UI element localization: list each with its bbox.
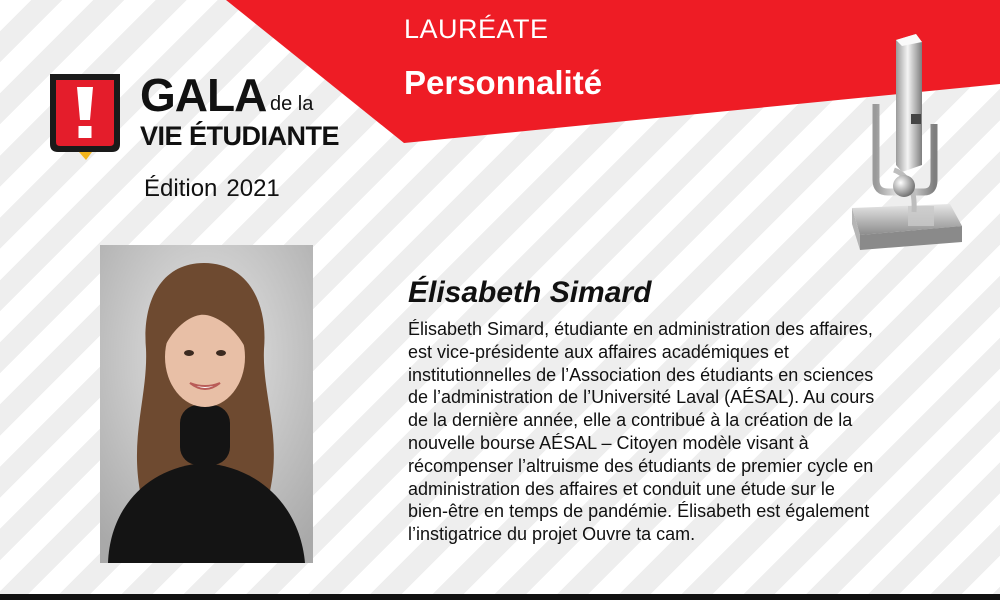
bio-line: institutionnelles de l’Association des étudiants en sciences xyxy=(408,364,874,385)
bio-line: administration des affaires et conduit une étude sur le xyxy=(408,478,835,499)
laureate-label: LAURÉATE xyxy=(404,14,549,44)
bio-line: de l’administration de l’Université Laval (AÉSAL). Au cours xyxy=(408,387,875,408)
bio-line: bien-être en temps de pandémie. Élisabeth est également xyxy=(408,501,870,522)
exclamation-shield-icon xyxy=(48,72,122,160)
edition-year: 2021 xyxy=(226,175,280,202)
logo-wordmark: GALA xyxy=(140,69,267,121)
laureate-bio xyxy=(408,318,968,546)
category-title: Personnalité xyxy=(404,64,603,101)
bio-line: Élisabeth Simard, étudiante en administration des affaires, xyxy=(408,319,873,339)
laureate-portrait xyxy=(100,245,313,563)
bottom-rule xyxy=(0,594,1000,600)
trophy-icon xyxy=(838,30,968,252)
bio-line: récompenser l’altruisme des étudiants de premier cycle en xyxy=(408,455,874,476)
logo-subtitle: VIE ÉTUDIANTE xyxy=(140,121,340,151)
bio-line: l’instigatrice du projet Ouvre ta cam. xyxy=(408,524,696,545)
edition-label xyxy=(144,175,280,203)
bio-line: nouvelle bourse AÉSAL – Citoyen modèle visant à xyxy=(408,432,809,453)
laureate-name: Élisabeth Simard xyxy=(408,276,652,309)
logo-de-la: de la xyxy=(270,93,314,115)
bio-line: de la dernière année, elle a contribué à la création de la xyxy=(408,410,853,431)
edition-word: Édition xyxy=(144,175,218,202)
bio-line: est vice-présidente aux affaires académiques et xyxy=(408,341,789,362)
